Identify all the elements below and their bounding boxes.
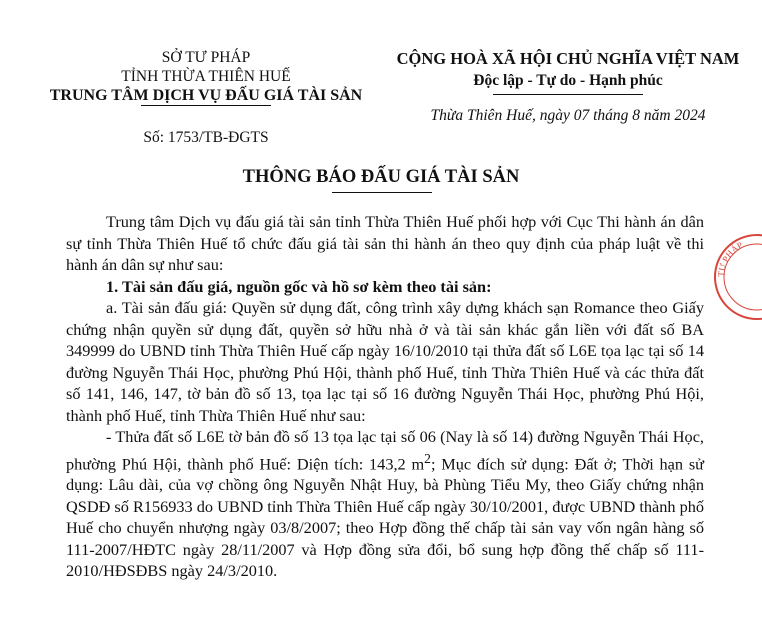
- national-motto: Độc lập - Tự do - Hạnh phúc: [473, 72, 663, 89]
- paragraph-a: a. Tài sản đấu giá: Quyền sử dụng đất, công trình xây dựng khách sạn Romance theo Giấy chứng nhận quyền sử dụng đất, quyền sở hữu nhà ở và tài sản khác gắn liền với đất số BA 349999 do UBND tỉnh Thừa Thiên Huế cấp ngày 16/10/2010 tại thửa đất số L6E tọa lạc tại số 14 đường Nguyễn Thái Học, phường Phú Hội, thành phố Huế, tỉnh Thừa Thiên Huế và các thửa đất số 141, 146, 147, tờ bản đồ số 13, tọa lạc tại số 16 đường Nguyễn Thái Học, phường Phú Hội, thành phố Huế, tỉnh Thừa Thiên Huế như sau:: [66, 298, 704, 425]
- title-underline: [332, 192, 432, 193]
- stamp-text: TƯ PHÁP: [715, 239, 745, 278]
- document-body: [66, 211, 704, 582]
- document-number: Số: 1753/TB-ĐGTS: [143, 129, 269, 146]
- seal-stamp-icon: [712, 232, 762, 322]
- intro-paragraph: Trung tâm Dịch vụ đấu giá tài sản tỉnh Thừa Thiên Huế phối hợp với Cục Thi hành án dân sự tỉnh Thừa Thiên Huế tổ chức đấu giá tài sản thi hành án theo quy định của pháp luật về thi hành án dân sự như sau:: [66, 212, 704, 274]
- header-left: [36, 48, 376, 147]
- document-title: THÔNG BÁO ĐẤU GIÁ TÀI SẢN: [242, 167, 520, 187]
- organization-name: TRUNG TÂM DỊCH VỤ ĐẤU GIÁ TÀI SẢN: [49, 87, 363, 104]
- area-superscript: 2: [424, 450, 431, 466]
- nation-name: CỘNG HOÀ XÃ HỘI CHỦ NGHĨA VIỆT NAM: [396, 49, 740, 68]
- bullet-text-part1: - Thửa đất số L6E tờ bản đồ số 13 tọa lạc tại số 06 (Nay là số 14) đường Nguyễn Thái Học, phường Phú Hội, thành phố Huế: Diện tích: 143,2 m: [66, 427, 704, 473]
- bullet-text-part2: ; Mục đích sử dụng: Đất ở; Thời hạn sử dụng: Lâu dài, của vợ chồng ông Nguyễn Nhật Huy, bà Phùng Tiểu My, theo Giấy chứng nhận QSDĐ số R156933 do UBND tỉnh Thừa Thiên Huế cấp ngày 30/10/2001, được UBND thành phố Huế cho chuyển nhượng ngày 03/8/2007; theo Hợp đồng thế chấp tài sản vay vốn ngân hàng số 111-2007/HĐTC ngày 28/11/2007 và Hợp đồng sửa đổi, bổ sung hợp đồng thế chấp số 111-2010/HĐSĐBS ngày 24/3/2010.: [66, 453, 704, 581]
- section-heading: 1. Tài sản đấu giá, nguồn gốc và hồ sơ kèm theo tài sản:: [106, 276, 492, 296]
- bullet-paragraph: [66, 426, 704, 582]
- org-underline: [141, 105, 271, 106]
- header-right: [378, 48, 758, 95]
- ministry-name: SỞ TƯ PHÁP: [161, 49, 251, 66]
- document-date: Thừa Thiên Huế, ngày 07 tháng 8 năm 2024: [430, 107, 706, 124]
- motto-underline: [493, 94, 643, 95]
- province-name: TỈNH THỪA THIÊN HUẾ: [121, 68, 291, 85]
